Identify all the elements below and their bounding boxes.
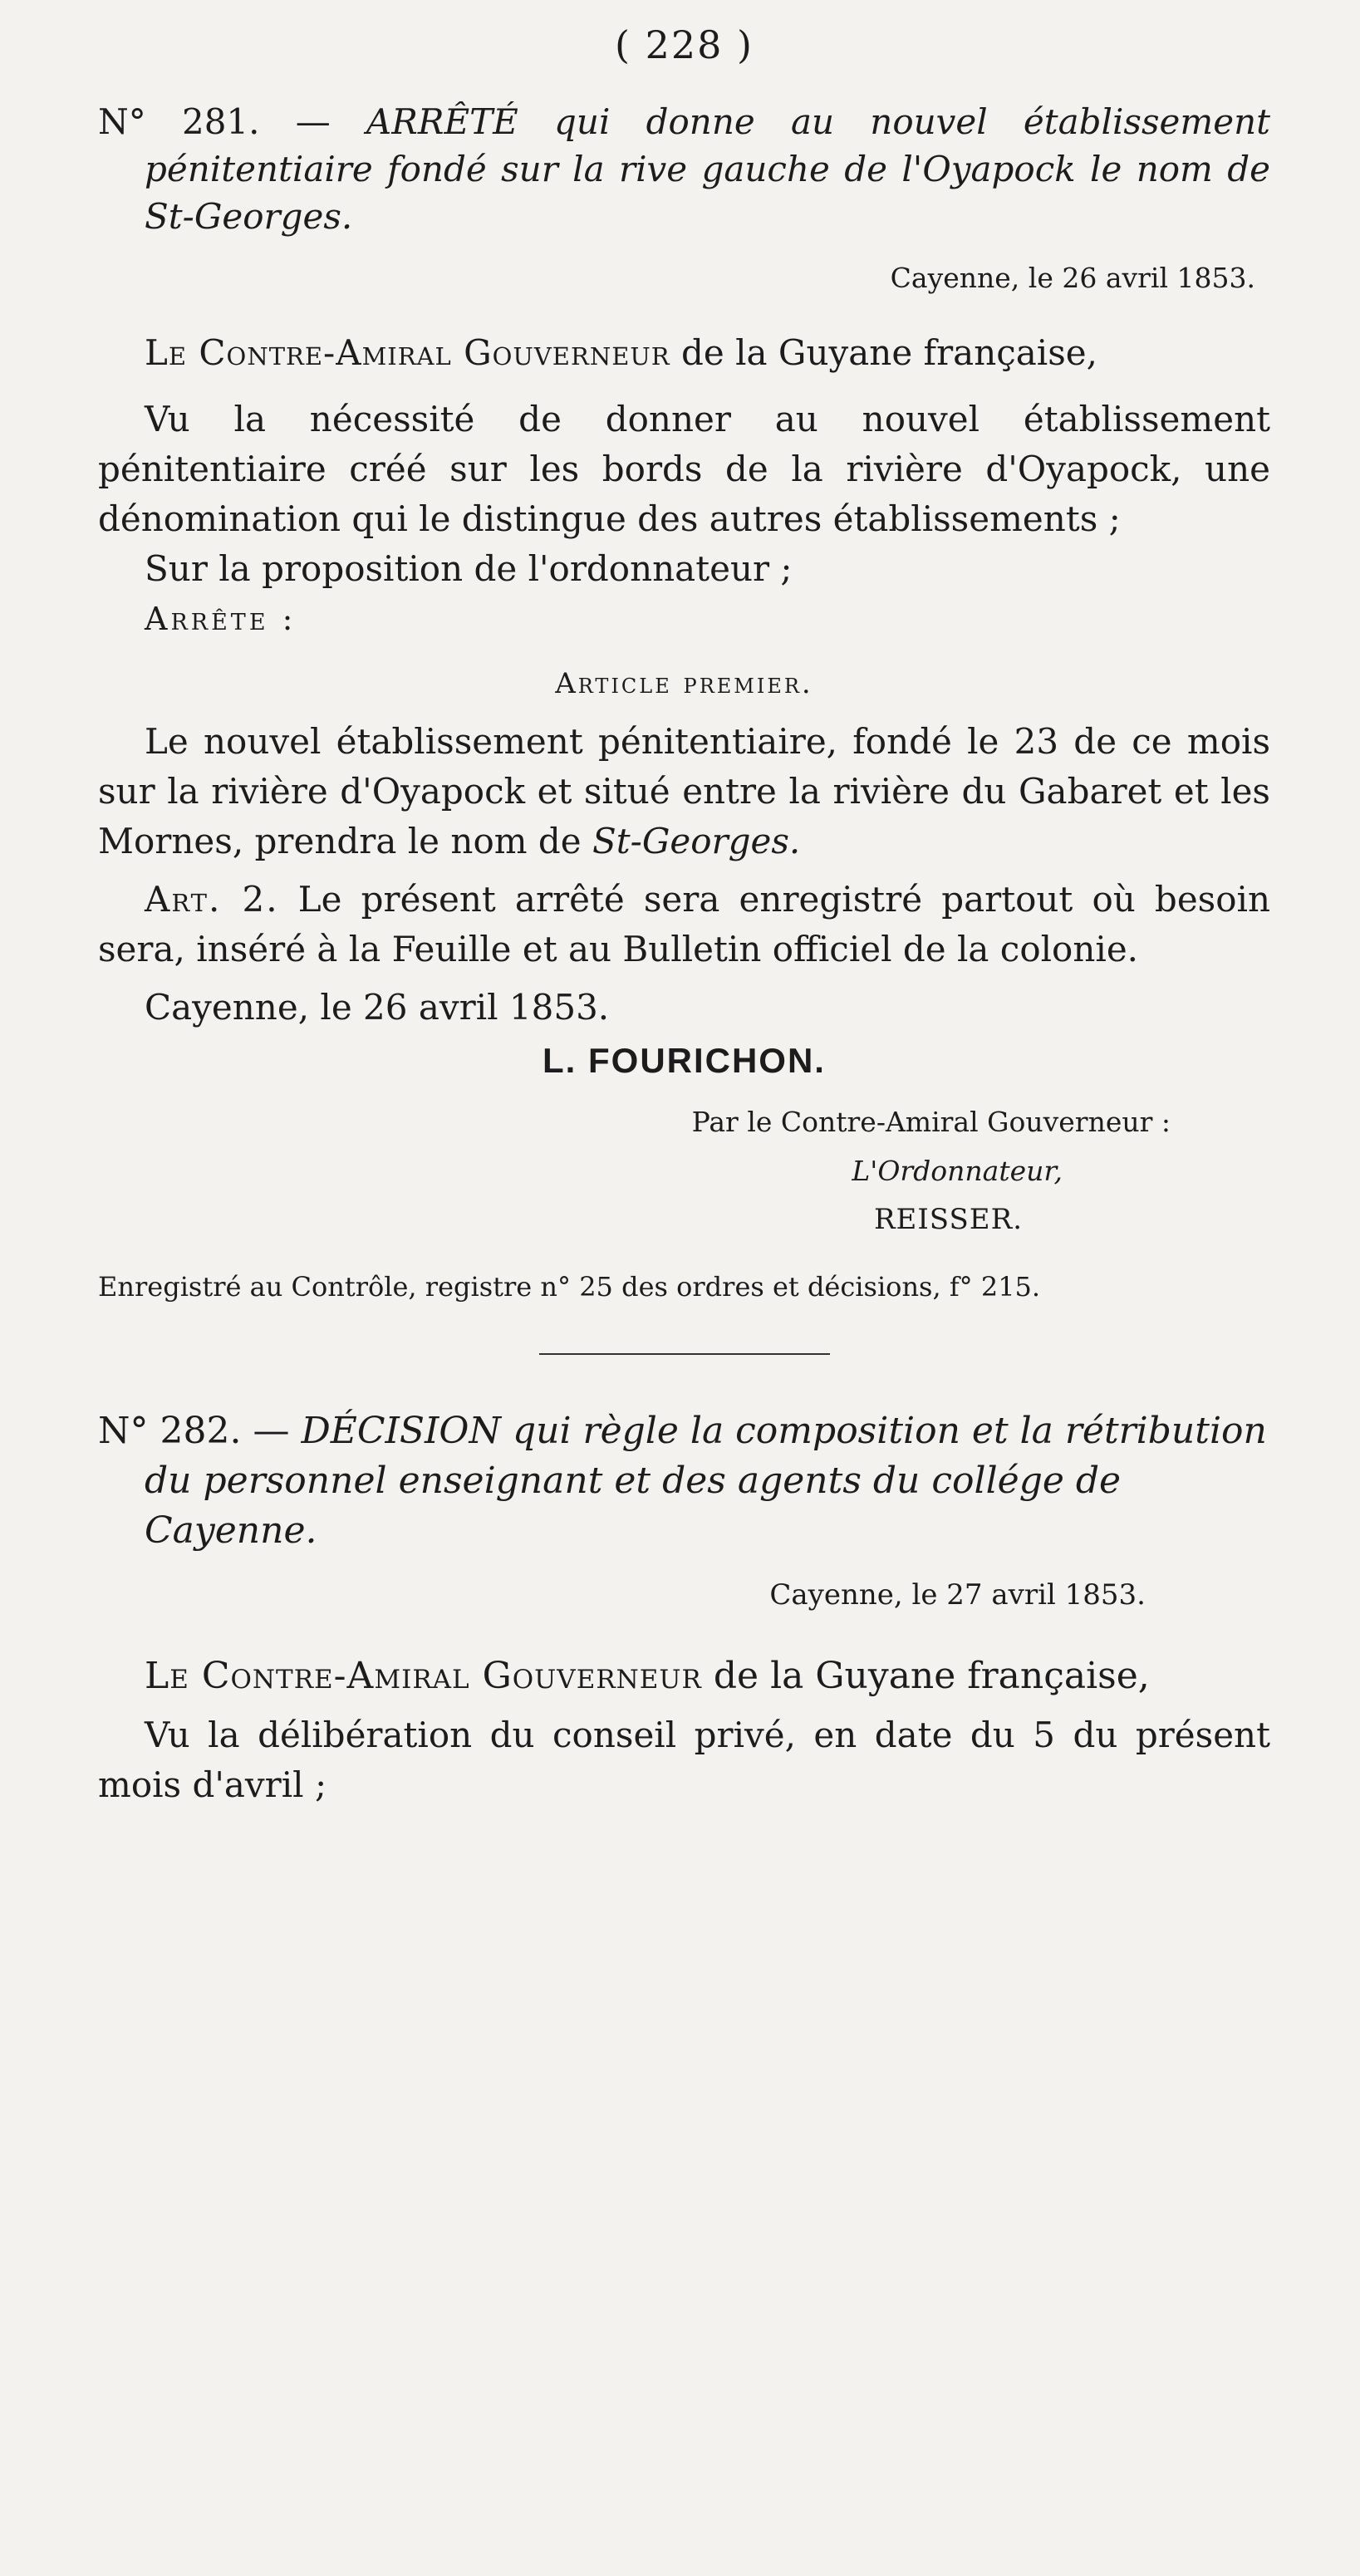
entry-281-issuer: [98, 328, 1270, 378]
entry-281-issuer-title: Le Contre-Amiral Gouverneur: [145, 332, 670, 373]
entry-282-number: N° 282.: [98, 1410, 242, 1452]
entry-282-issuer-title: Le Contre-Amiral Gouverneur: [145, 1655, 702, 1697]
page-number: ( 228 ): [615, 22, 754, 67]
article-1-text: [98, 717, 1270, 866]
article-2-label: Art. 2.: [145, 879, 279, 920]
signature-fourichon: L. FOURICHON.: [543, 1041, 826, 1080]
entry-281: [98, 98, 1270, 1310]
entry-282-considerant: Vu la délibération du conseil privé, en date du 5 du présent mois d'avril ;: [98, 1715, 1270, 1805]
entry-282-dash: —: [241, 1410, 302, 1452]
section-divider: [539, 1353, 830, 1355]
entry-282: [98, 1406, 1270, 1810]
entry-282-issuer-rest: de la Guyane française,: [701, 1655, 1150, 1697]
entry-281-dateline: Cayenne, le 26 avril 1853.: [890, 262, 1255, 294]
entry-282-title: [98, 1406, 1270, 1556]
entry-282-dateline: Cayenne, le 27 avril 1853.: [769, 1578, 1146, 1612]
entry-281-closing-dateline: Cayenne, le 26 avril 1853.: [145, 987, 610, 1028]
entry-281-number: N° 281.: [98, 101, 260, 142]
signature-reisser: REISSER.: [873, 1203, 1023, 1236]
article-2-text: [98, 875, 1270, 974]
entry-281-issuer-rest: de la Guyane française,: [670, 332, 1097, 373]
entry-282-title-text: DÉCISION qui règle la composition et la rétribution du personnel enseignant et des agents du collége de Cayenne.: [145, 1410, 1267, 1552]
article-1-body: Le nouvel établissement pénitentiaire, fondé le 23 de ce mois sur la rivière d'Oyapock et situé entre la rivière du Gabaret et les Mornes, prendra le nom de: [98, 721, 1270, 861]
entry-281-title: [98, 98, 1270, 240]
article-2-body: Le présent arrêté sera enregistré partout où besoin sera, inséré à la Feuille et au Bulletin officiel de la colonie.: [98, 879, 1270, 969]
article-1-heading: Article premier.: [555, 667, 813, 700]
entry-282-issuer: [98, 1651, 1270, 1702]
entry-281-proposition: Sur la proposition de l'ordonnateur ;: [145, 548, 793, 589]
countersign-line: Par le Contre-Amiral Gouverneur :: [691, 1106, 1171, 1138]
entry-281-arrete: Arrête :: [145, 601, 297, 637]
entry-281-considerant: Vu la nécessité de donner au nouvel établissement pénitentiaire créé sur les bords de la rivière d'Oyapock, une dénomination qui le distingue des autres établissements ;: [98, 399, 1270, 539]
entry-281-dash: —: [259, 101, 366, 142]
ordonnateur-title: L'Ordonnateur,: [852, 1155, 1063, 1187]
article-1-name: St-Georges.: [592, 821, 801, 861]
entry-281-title-text: ARRÊTÉ qui donne au nouvel établissement pénitentiaire fondé sur la rive gauche de l'Oyapock le nom de St-Georges.: [145, 101, 1270, 237]
registration-note: Enregistré au Contrôle, registre n° 25 des ordres et décisions, f° 215.: [98, 1271, 1041, 1303]
